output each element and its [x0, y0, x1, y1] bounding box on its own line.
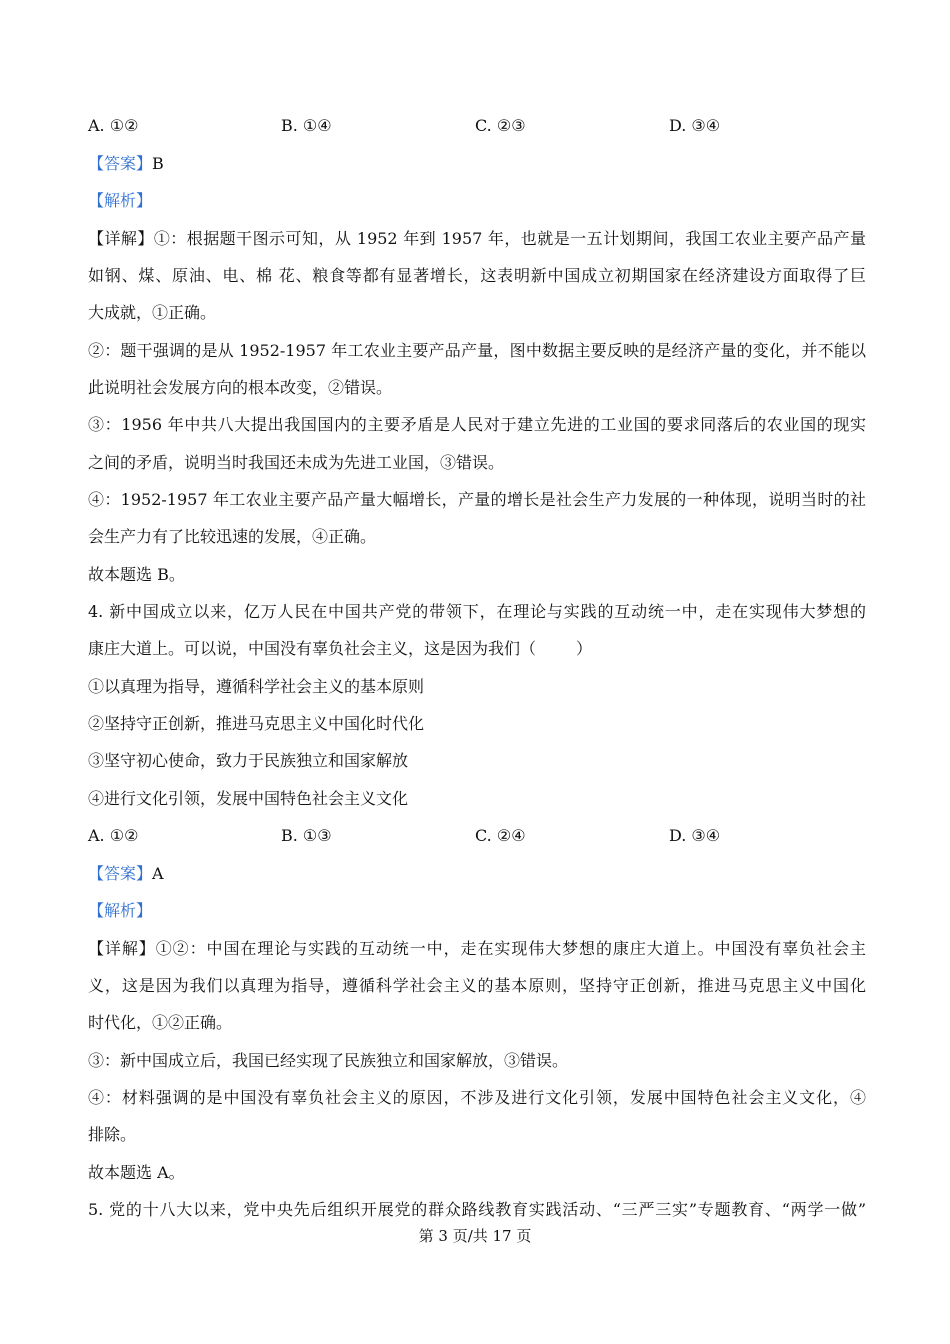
detail-text: ①②：中国在理论与实践的互动统一中，走在实现伟大梦想的康庄大道上。中国没有辜负社会主 [155, 939, 866, 958]
answer-label: 【答案】 [88, 864, 153, 883]
q4-statement: ①以真理为指导，遵循科学社会主义的基本原则 [88, 677, 425, 696]
q4-detail-line: 义，这是因为我们以真理为指导，遵循科学社会主义的基本原则，坚持守正创新，推进马克思主义中国化 [88, 976, 866, 995]
q4-detail-line: ③：新中国成立后，我国已经实现了民族独立和国家解放，③错误。 [88, 1051, 569, 1070]
q3-detail-line: ②：题干强调的是从 1952-1957 年工农业主要产品产量，图中数据主要反映的是经济产量的变化，并不能以 [88, 341, 866, 360]
q4-detail-line [88, 939, 866, 959]
q4-answer [88, 864, 164, 884]
q4-analysis-label: 【解析】 [88, 901, 153, 920]
q3-analysis-label: 【解析】 [88, 191, 153, 210]
q4-detail-line: ④：材料强调的是中国没有辜负社会主义的原因，不涉及进行文化引领，发展中国特色社会主义文化，④ [88, 1088, 866, 1107]
q3-conclusion: 故本题选 B。 [88, 565, 185, 584]
q3-detail-line: 大成就，①正确。 [88, 303, 217, 322]
stem-close: ） [576, 639, 593, 658]
q3-detail-line: ③：1956 年中共八大提出我国国内的主要矛盾是人民对于建立先进的工业国的要求同落后的农业国的现实 [88, 415, 866, 434]
q3-option-b: B. ①④ [281, 116, 332, 135]
q4-statement: ④进行文化引领，发展中国特色社会主义文化 [88, 789, 409, 808]
answer-value: A [152, 864, 164, 883]
q4-conclusion: 故本题选 A。 [88, 1163, 185, 1182]
q4-detail-line: 排除。 [88, 1125, 137, 1144]
q3-option-a: A. ①② [88, 116, 139, 135]
q3-answer [88, 154, 164, 174]
q4-option-a: A. ①② [88, 826, 139, 845]
detail-text: ①：根据题干图示可知，从 1952 年到 1957 年，也就是一五计划期间，我国工农业主要产品产量 [153, 229, 866, 248]
q3-detail-line [88, 229, 866, 249]
q4-option-d: D. ③④ [669, 826, 721, 845]
q4-statement: ②坚持守正创新，推进马克思主义中国化时代化 [88, 714, 425, 733]
q4-statement: ③坚守初心使命，致力于民族独立和国家解放 [88, 751, 409, 770]
answer-value: B [152, 154, 164, 173]
answer-label: 【答案】 [88, 154, 153, 173]
q3-detail-line: 会生产力有了比较迅速的发展，④正确。 [88, 527, 377, 546]
detail-label: 【详解】 [88, 229, 154, 248]
q4-stem-line: 4. 新中国成立以来，亿万人民在中国共产党的带领下，在理论与实践的互动统一中，走在实现伟大梦想的 [88, 602, 866, 621]
q3-option-c: C. ②③ [475, 116, 526, 135]
q5-stem-line: 5. 党的十八大以来，党中央先后组织开展党的群众路线教育实践活动、“三严三实”专题教育、“两学一做” [88, 1200, 866, 1219]
q4-option-c: C. ②④ [475, 826, 526, 845]
q3-detail-line: 如钢、煤、原油、电、棉 花、粮食等都有显著增长，这表明新中国成立初期国家在经济建设方面取得了巨 [88, 266, 866, 285]
detail-label: 【详解】 [88, 939, 156, 958]
stem-text: 康庄大道上。可以说，中国没有辜负社会主义，这是因为我们（ [88, 639, 537, 658]
q3-detail-line: 之间的矛盾，说明当时我国还未成为先进工业国，③错误。 [88, 453, 505, 472]
q4-option-b: B. ①③ [281, 826, 332, 845]
page-footer: 第 3 页/共 17 页 [418, 1227, 532, 1245]
q3-option-d: D. ③④ [669, 116, 721, 135]
q3-detail-line: 此说明社会发展方向的根本改变，②错误。 [88, 378, 393, 397]
q4-detail-line: 时代化，①②正确。 [88, 1013, 233, 1032]
q4-stem-line [88, 639, 592, 659]
q3-detail-line: ④：1952-1957 年工农业主要产品产量大幅增长，产量的增长是社会生产力发展的一种体现，说明当时的社 [88, 490, 866, 509]
